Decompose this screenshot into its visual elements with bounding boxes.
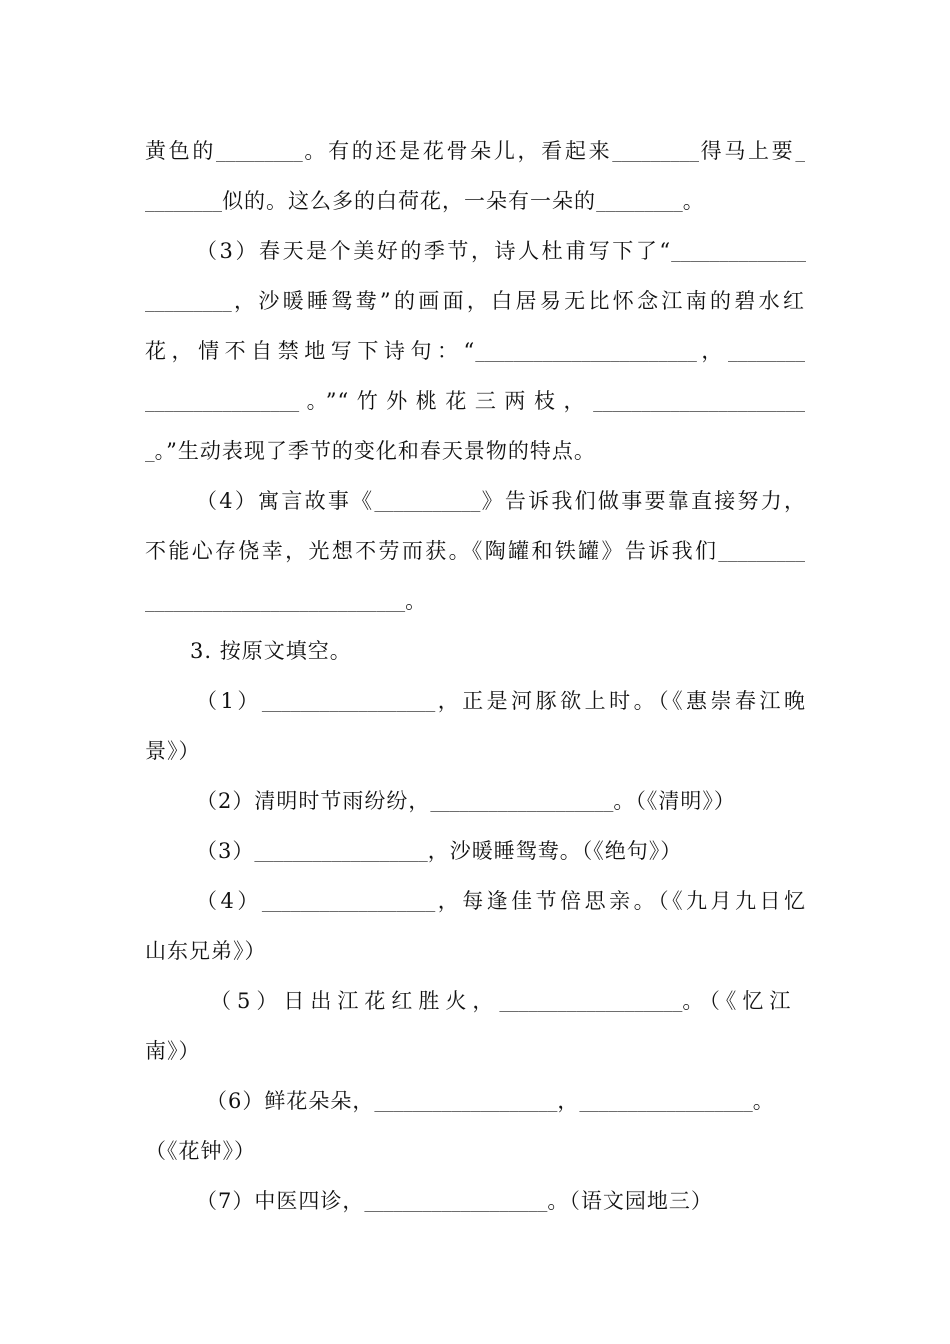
fill-in-blank: _________	[145, 293, 232, 312]
text-line: ___________________________。	[145, 589, 428, 613]
fill-in-blank: ___________________________	[145, 593, 406, 612]
fill-in-blank: ______________	[671, 243, 806, 262]
text-line: （7）中医四诊，___________________。（语文园地三）	[196, 1189, 713, 1213]
fill-in-blank: _________	[596, 193, 683, 212]
fill-in-blank: _________	[718, 543, 805, 562]
text-line: 南》）	[145, 1039, 201, 1063]
text-line: 不能心存侥幸，光想不劳而获。《陶罐和铁罐》告诉我们_________	[145, 539, 805, 563]
fill-in-blank: __________________	[579, 1093, 753, 1112]
fill-in-blank: __________________	[261, 693, 436, 712]
fill-in-blank: __________________	[254, 843, 428, 862]
fill-in-blank: ___________________	[374, 1093, 558, 1112]
text-line: 花，情不自禁地写下诗句：“_______________________，________	[145, 339, 805, 363]
fill-in-blank: ___________________	[430, 793, 614, 812]
text-line: （1）__________________，正是河豚欲上时。（《惠崇春江晚	[196, 689, 806, 713]
text-line: ________________。”“竹外桃花三两枝，______________________	[145, 389, 805, 413]
text-line: （2）清明时节雨纷纷，___________________。（《清明》）	[196, 789, 736, 813]
fill-in-blank: _______________________	[475, 343, 697, 362]
text-line: （3）春天是个美好的季节，诗人杜甫写下了“______________	[196, 239, 806, 263]
text-line: _。”生动表现了季节的变化和春天景物的特点。	[145, 439, 596, 463]
fill-in-blank: _________	[216, 143, 303, 162]
fill-in-blank: ________________	[145, 393, 300, 412]
text-line: 黄色的_________。有的还是花骨朵儿，看起来_________得马上要_	[145, 139, 806, 163]
fill-in-blank: _	[145, 443, 155, 462]
text-line: （6）鲜花朵朵，___________________，__________________。	[206, 1089, 775, 1113]
fill-in-blank: _	[795, 143, 806, 162]
fill-in-blank: __________________	[261, 893, 436, 912]
text-line: （《花钟》）	[145, 1139, 256, 1163]
text-line: 山东兄弟》）	[145, 939, 267, 963]
fill-in-blank: ________	[145, 193, 223, 212]
text-line: ________似的。这么多的白荷花，一朵有一朵的_________。	[145, 189, 705, 213]
fill-in-blank: ___________________	[364, 1193, 548, 1212]
text-line: （5）日出江花红胜火，___________________。（《忆江	[210, 989, 797, 1013]
section-heading: 3. 按原文填空。	[190, 639, 352, 663]
text-line: （4）寓言故事《___________》告诉我们做事要靠直接努力，	[196, 489, 806, 513]
fill-in-blank: ___________________	[499, 993, 683, 1012]
text-line: 景》）	[145, 739, 201, 763]
fill-in-blank: ________	[727, 343, 805, 362]
fill-in-blank: _________	[612, 143, 699, 162]
fill-in-blank: ___________	[374, 493, 481, 512]
text-line: （4）__________________，每逢佳节倍思亲。（《九月九日忆	[196, 889, 806, 913]
fill-in-blank: ______________________	[593, 393, 805, 412]
text-line: （3）__________________，沙暖睡鸳鸯。（《绝句》）	[196, 839, 683, 863]
text-line: _________，沙暖睡鸳鸯”的画面，白居易无比怀念江南的碧水红	[145, 289, 805, 313]
